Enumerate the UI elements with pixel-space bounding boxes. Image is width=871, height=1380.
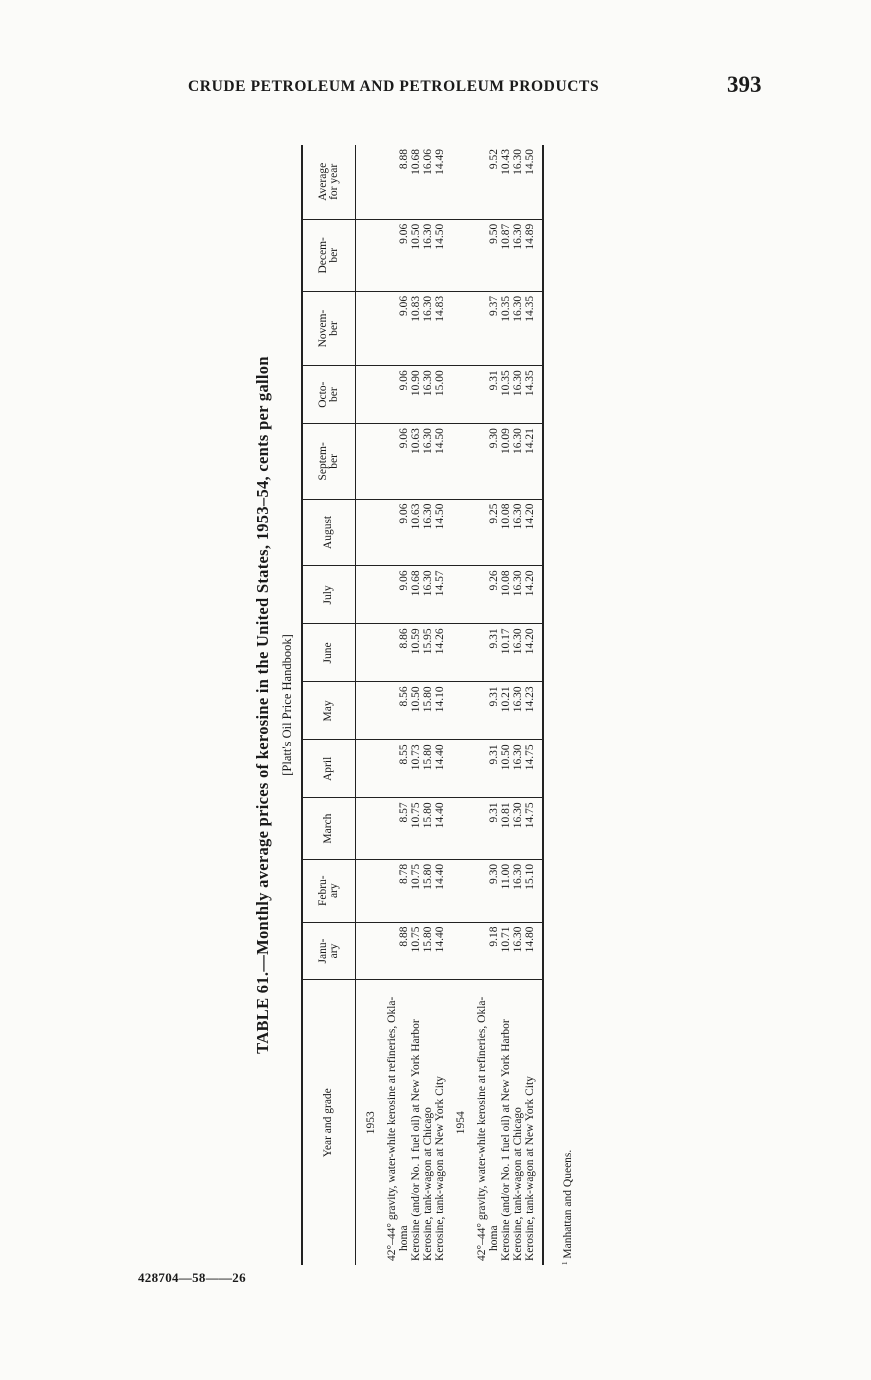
price-cell: 14.80	[524, 922, 543, 980]
price-cell: 9.31	[476, 366, 500, 424]
empty-cell	[356, 145, 387, 219]
price-cell: 8.88	[386, 145, 410, 219]
column-header: Average for year	[302, 145, 356, 219]
table-title: TABLE 61.—Monthly average prices of kerosine in the United States, 1953–54, cents per gallon	[253, 356, 272, 1054]
price-cell: 15.80	[422, 682, 434, 740]
price-cell: 10.87	[500, 219, 512, 291]
price-cell: 10.50	[500, 740, 512, 798]
table-row	[410, 145, 422, 1265]
column-header: April	[302, 740, 356, 798]
column-header: Janu- ary	[302, 922, 356, 980]
grade-cell	[476, 980, 500, 1265]
price-cell: 16.30	[512, 219, 524, 291]
column-header: July	[302, 566, 356, 624]
running-head: CRUDE PETROLEUM AND PETROLEUM PRODUCTS	[188, 78, 600, 95]
price-cell: 10.81	[500, 798, 512, 860]
grade-label: Kerosine, tank-wagon at Chicago	[512, 1107, 524, 1261]
price-cell: 14.21	[524, 424, 543, 499]
price-cell: 14.40	[434, 740, 446, 798]
table-row	[434, 145, 446, 1265]
empty-cell	[356, 424, 387, 499]
empty-cell	[446, 291, 476, 365]
price-cell: 16.30	[512, 682, 524, 740]
column-header: Febru- ary	[302, 859, 356, 922]
price-cell: 16.30	[512, 740, 524, 798]
price-cell: 8.57	[386, 798, 410, 860]
price-cell: 10.35	[500, 291, 512, 365]
price-cell: 10.73	[410, 740, 422, 798]
price-cell: 14.35	[524, 366, 543, 424]
price-cell: 10.21	[500, 682, 512, 740]
empty-cell	[446, 219, 476, 291]
table-row	[524, 145, 543, 1265]
column-header: May	[302, 682, 356, 740]
grade-cell	[434, 980, 446, 1265]
grade-cell	[386, 980, 410, 1265]
price-cell: 16.30	[512, 424, 524, 499]
price-cell: 16.30	[422, 499, 434, 566]
price-cell: 14.50	[434, 499, 446, 566]
price-cell: 10.68	[410, 566, 422, 624]
price-cell: 16.30	[422, 366, 434, 424]
empty-cell	[446, 145, 476, 219]
grade-label: Kerosine, tank-wagon at Chicago	[422, 1107, 434, 1261]
price-cell: 10.17	[500, 624, 512, 682]
footnote-marker: 1	[561, 1261, 569, 1265]
price-cell: 9.31	[476, 798, 500, 860]
column-header: Year and grade	[302, 980, 356, 1265]
price-cell: 10.50	[410, 219, 422, 291]
price-cell: 14.23	[524, 682, 543, 740]
price-cell: 8.88	[386, 922, 410, 980]
grade-label: 42°–44° gravity, water-white kerosine at refineries, Okla-homa	[476, 996, 500, 1261]
price-cell: 14.89	[524, 219, 543, 291]
year-group-row	[446, 145, 476, 1265]
grade-cell	[500, 980, 512, 1265]
table-row	[500, 145, 512, 1265]
price-cell: 16.30	[512, 566, 524, 624]
empty-cell	[356, 291, 387, 365]
price-cell: 16.30	[512, 291, 524, 365]
price-cell: 9.06	[386, 566, 410, 624]
table-row	[476, 145, 500, 1265]
price-cell: 14.35	[524, 291, 543, 365]
table-row	[386, 145, 410, 1265]
price-cell: 9.06	[386, 291, 410, 365]
grade-label: Kerosine (and/or No. 1 fuel oil) at New York Harbor	[410, 1019, 422, 1261]
grade-label: Kerosine, tank-wagon at New York City	[434, 1076, 446, 1261]
column-header: March	[302, 798, 356, 860]
price-cell: 8.78	[386, 859, 410, 922]
empty-cell	[446, 682, 476, 740]
price-cell: 10.50	[410, 682, 422, 740]
price-cell: 14.40	[434, 922, 446, 980]
grade-cell	[410, 980, 422, 1265]
price-cell: 8.56	[386, 682, 410, 740]
empty-cell	[446, 922, 476, 980]
price-cell: 14.40	[434, 798, 446, 860]
empty-cell	[446, 798, 476, 860]
empty-cell	[446, 859, 476, 922]
empty-cell	[446, 624, 476, 682]
price-cell: 10.35	[500, 366, 512, 424]
price-cell: 9.31	[476, 682, 500, 740]
grade-label: 42°–44° gravity, water-white kerosine at refineries, Okla-homa	[386, 996, 410, 1261]
price-cell: 14.20	[524, 624, 543, 682]
price-cell: 10.75	[410, 798, 422, 860]
price-cell: 16.30	[422, 291, 434, 365]
empty-cell	[446, 424, 476, 499]
price-cell: 14.57	[434, 566, 446, 624]
empty-cell	[356, 499, 387, 566]
price-cell: 16.30	[422, 566, 434, 624]
price-cell: 16.30	[422, 219, 434, 291]
price-cell: 9.26	[476, 566, 500, 624]
price-cell: 14.40	[434, 859, 446, 922]
price-cell: 10.90	[410, 366, 422, 424]
price-cell: 15.80	[422, 859, 434, 922]
price-cell: 16.30	[512, 922, 524, 980]
price-cell: 14.26	[434, 624, 446, 682]
price-cell: 9.31	[476, 624, 500, 682]
price-cell: 9.06	[386, 499, 410, 566]
price-cell: 10.63	[410, 499, 422, 566]
empty-cell	[356, 624, 387, 682]
price-cell: 8.86	[386, 624, 410, 682]
price-cell: 15.10	[524, 859, 543, 922]
price-cell: 16.30	[512, 499, 524, 566]
price-cell: 10.09	[500, 424, 512, 499]
column-header: Octo- ber	[302, 366, 356, 424]
footnote	[561, 1150, 574, 1265]
table-row	[422, 145, 434, 1265]
empty-cell	[356, 219, 387, 291]
price-cell: 15.80	[422, 798, 434, 860]
price-cell: 9.18	[476, 922, 500, 980]
empty-cell	[356, 366, 387, 424]
empty-cell	[446, 740, 476, 798]
price-cell: 14.50	[434, 219, 446, 291]
empty-cell	[446, 366, 476, 424]
kerosine-price-table	[301, 145, 544, 1265]
grade-cell	[512, 980, 524, 1265]
empty-cell	[356, 798, 387, 860]
price-cell: 9.31	[476, 740, 500, 798]
price-cell: 10.08	[500, 566, 512, 624]
empty-cell	[356, 922, 387, 980]
empty-cell	[356, 682, 387, 740]
price-cell: 14.83	[434, 291, 446, 365]
price-cell: 16.30	[512, 798, 524, 860]
price-cell: 9.37	[476, 291, 500, 365]
rotated-table-block	[253, 145, 583, 1265]
price-cell: 15.80	[422, 740, 434, 798]
table-row	[512, 145, 524, 1265]
footnote-text: Manhattan and Queens.	[562, 1149, 574, 1259]
page-number: 393	[727, 72, 762, 97]
price-cell: 9.30	[476, 859, 500, 922]
price-cell: 14.75	[524, 798, 543, 860]
price-cell: 16.30	[512, 624, 524, 682]
price-cell: 14.50	[434, 424, 446, 499]
empty-cell	[356, 740, 387, 798]
column-header: Septem- ber	[302, 424, 356, 499]
grade-cell	[524, 980, 543, 1265]
year-label: 1954	[455, 1111, 467, 1135]
price-cell: 14.10	[434, 682, 446, 740]
column-header: June	[302, 624, 356, 682]
price-cell: 16.30	[512, 366, 524, 424]
price-cell: 15.00	[434, 366, 446, 424]
price-cell: 8.55	[386, 740, 410, 798]
empty-cell	[446, 566, 476, 624]
price-cell: 9.06	[386, 366, 410, 424]
print-code: 428704—58——26	[138, 1270, 246, 1285]
price-cell: 9.30	[476, 424, 500, 499]
price-cell: 9.52	[476, 145, 500, 219]
column-header: Decem- ber	[302, 219, 356, 291]
grade-label: Kerosine, tank-wagon at New York City	[524, 1076, 536, 1261]
price-cell: 10.71	[500, 922, 512, 980]
price-cell: 10.59	[410, 624, 422, 682]
empty-cell	[356, 859, 387, 922]
price-cell: 14.50	[524, 145, 543, 219]
price-cell: 16.30	[512, 859, 524, 922]
price-cell: 16.30	[512, 145, 524, 219]
price-cell: 16.06	[422, 145, 434, 219]
header-row	[302, 145, 356, 1265]
price-cell: 16.30	[422, 424, 434, 499]
column-header: August	[302, 499, 356, 566]
table-source: [Platt's Oil Price Handbook]	[280, 634, 294, 776]
price-cell: 10.68	[410, 145, 422, 219]
price-cell: 11.00	[500, 859, 512, 922]
price-cell: 10.43	[500, 145, 512, 219]
price-cell: 9.25	[476, 499, 500, 566]
price-cell: 9.06	[386, 424, 410, 499]
year-group-row	[356, 145, 387, 1265]
price-cell: 10.08	[500, 499, 512, 566]
price-cell: 15.95	[422, 624, 434, 682]
price-cell: 10.63	[410, 424, 422, 499]
price-cell: 10.75	[410, 922, 422, 980]
price-cell: 15.80	[422, 922, 434, 980]
price-cell: 14.75	[524, 740, 543, 798]
price-cell: 10.75	[410, 859, 422, 922]
year-label: 1953	[365, 1111, 377, 1135]
price-cell: 14.49	[434, 145, 446, 219]
price-cell: 9.06	[386, 219, 410, 291]
price-cell: 10.83	[410, 291, 422, 365]
price-cell: 9.50	[476, 219, 500, 291]
grade-label: Kerosine (and/or No. 1 fuel oil) at New York Harbor	[500, 1019, 512, 1261]
column-header: Novem- ber	[302, 291, 356, 365]
price-cell: 14.20	[524, 499, 543, 566]
price-cell: 14.20	[524, 566, 543, 624]
grade-cell	[422, 980, 434, 1265]
empty-cell	[356, 566, 387, 624]
empty-cell	[446, 499, 476, 566]
